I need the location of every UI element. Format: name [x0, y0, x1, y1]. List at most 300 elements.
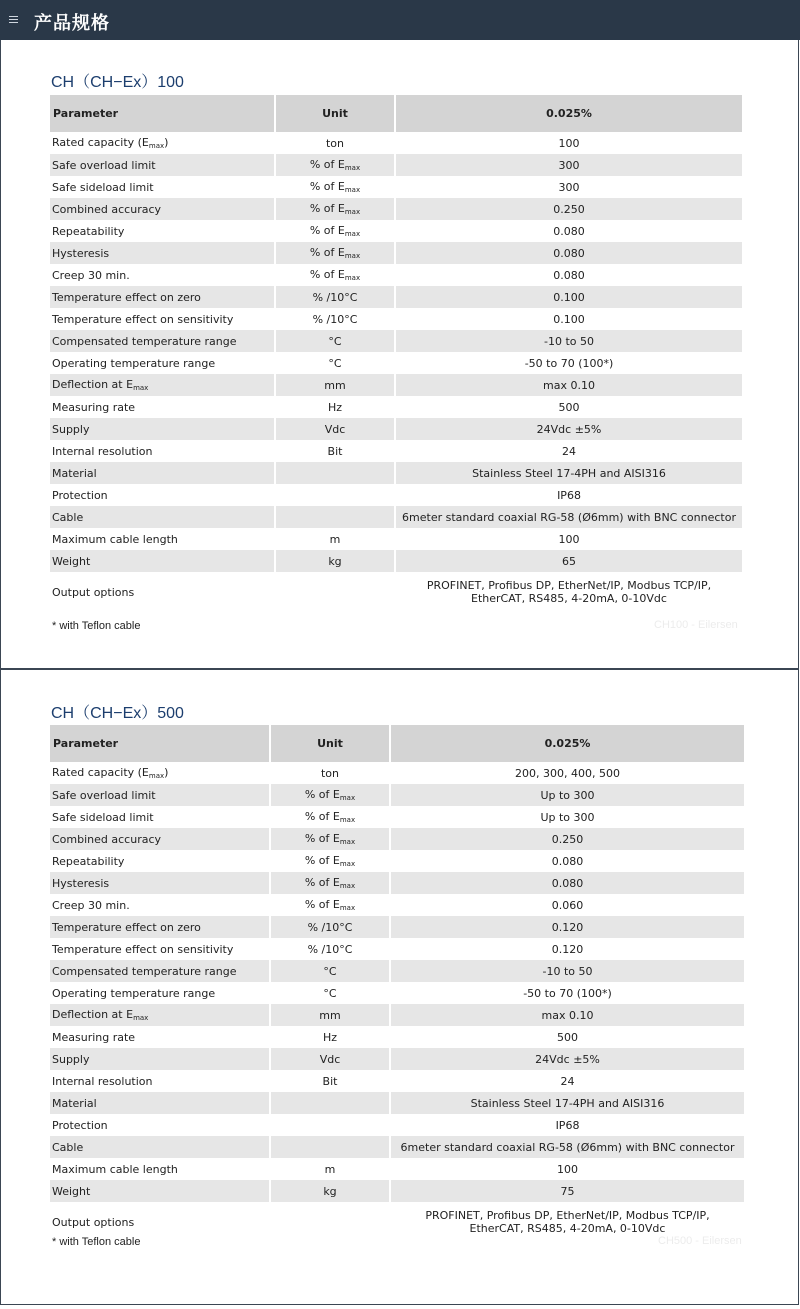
value-label: PROFINET, Profibus DP, EtherNet/IP, Modbus TCP/IP, — [425, 1209, 710, 1222]
parameter-label: Protection — [52, 488, 108, 502]
parameter-cell — [50, 872, 271, 894]
unit-label: °C — [328, 334, 342, 348]
unit-cell — [276, 374, 396, 396]
value-cell — [391, 828, 744, 850]
unit-cell — [276, 506, 396, 528]
parameter-label: Supply — [52, 1052, 90, 1066]
unit-label: °C — [323, 964, 337, 978]
parameter-cell — [50, 264, 276, 286]
value-label: 100 — [557, 1162, 578, 1176]
parameter-label: Creep 30 min. — [52, 268, 130, 282]
table-row — [50, 806, 744, 828]
table-row — [50, 198, 742, 220]
value-cell — [396, 330, 742, 352]
page-title: 产品规格 — [34, 13, 110, 34]
parameter-subscript: max — [148, 142, 165, 150]
value-label: -10 to 50 — [544, 334, 594, 348]
parameter-cell — [50, 1004, 271, 1026]
value-label: 24Vdc ±5% — [535, 1052, 600, 1066]
parameter-cell — [50, 396, 276, 418]
unit-cell — [276, 528, 396, 550]
parameter-label: Compensated temperature range — [52, 334, 237, 348]
value-label: 0.080 — [551, 876, 584, 890]
value-cell — [391, 850, 744, 872]
footnote: * with Teflon cable — [52, 620, 141, 632]
table-row — [50, 784, 744, 806]
table-row — [50, 242, 742, 264]
unit-cell — [271, 784, 391, 806]
unit-cell — [271, 916, 391, 938]
value-cell — [391, 1004, 744, 1026]
unit-cell — [276, 572, 396, 612]
value-label: 0.080 — [553, 246, 585, 260]
watermark: CH500 - Eilersen — [658, 1235, 742, 1247]
value-cell — [391, 1114, 744, 1136]
parameter-cell — [50, 506, 276, 528]
unit-cell — [276, 352, 396, 374]
table-row — [50, 872, 744, 894]
unit-label: % of E — [304, 788, 340, 801]
value-label: 24 — [560, 1074, 575, 1088]
unit-cell — [271, 960, 391, 982]
value-label: Up to 300 — [540, 810, 595, 824]
unit-subscript: max — [344, 230, 361, 238]
unit-label: % of E — [309, 202, 345, 215]
value-label: 75 — [560, 1184, 575, 1198]
value-label: -10 to 50 — [542, 964, 593, 978]
value-cell — [396, 264, 742, 286]
unit-cell — [271, 806, 391, 828]
unit-label: ton — [320, 766, 339, 780]
value-label: 0.080 — [551, 854, 584, 868]
parameter-cell — [50, 982, 271, 1004]
table-row — [50, 850, 744, 872]
table-row — [50, 828, 744, 850]
list-icon — [9, 16, 18, 25]
unit-cell — [276, 330, 396, 352]
unit-cell — [271, 850, 391, 872]
table-row — [50, 352, 742, 374]
value-cell — [391, 1180, 744, 1202]
value-cell — [391, 894, 744, 916]
parameter-label: Repeatability — [52, 224, 125, 238]
value-cell — [391, 872, 744, 894]
value-cell — [391, 982, 744, 1004]
value-label: 0.250 — [553, 202, 585, 216]
unit-subscript: max — [339, 882, 356, 890]
parameter-label: Internal resolution — [52, 1074, 153, 1088]
value-label: Stainless Steel 17-4PH and AISI316 — [472, 466, 666, 480]
value-label: 6meter standard coaxial RG-58 (Ø6mm) with BNC connector — [400, 1140, 735, 1154]
value-cell — [391, 1092, 744, 1114]
value-cell — [396, 506, 742, 528]
unit-cell — [276, 132, 396, 154]
unit-label: % of E — [309, 246, 345, 259]
spec-panel-ch100 — [0, 40, 799, 669]
unit-label: % /10°C — [312, 290, 358, 304]
value-label: 500 — [558, 400, 580, 414]
value-cell — [391, 1048, 744, 1070]
parameter-label: Maximum cable length — [52, 532, 178, 546]
unit-label: % of E — [309, 180, 345, 193]
table-row — [50, 330, 742, 352]
value-label: 6meter standard coaxial RG-58 (Ø6mm) with BNC connector — [402, 510, 736, 524]
unit-label: Bit — [322, 1074, 338, 1088]
unit-label: m — [324, 1162, 336, 1176]
unit-label: Hz — [327, 400, 343, 414]
unit-subscript: max — [344, 164, 361, 172]
unit-cell — [271, 1114, 391, 1136]
column-header-accuracy: 0.025% — [396, 95, 742, 132]
parameter-label: Operating temperature range — [52, 356, 216, 370]
table-row — [50, 550, 742, 572]
value-label: 300 — [558, 158, 580, 172]
unit-cell — [271, 1026, 391, 1048]
unit-subscript: max — [339, 816, 356, 824]
unit-subscript: max — [339, 860, 356, 868]
table-row — [50, 1202, 744, 1242]
parameter-cell — [50, 894, 271, 916]
unit-label: % of E — [304, 898, 340, 911]
unit-label: Bit — [327, 444, 343, 458]
parameter-cell — [50, 220, 276, 242]
value-cell — [396, 176, 742, 198]
parameter-label: Maximum cable length — [52, 1162, 178, 1176]
value-label: 0.080 — [553, 268, 585, 282]
parameter-cell — [50, 374, 276, 396]
parameter-label: Protection — [52, 1118, 108, 1132]
table-row — [50, 572, 742, 612]
parameter-cell — [50, 242, 276, 264]
unit-cell — [271, 762, 391, 784]
parameter-cell — [50, 1114, 271, 1136]
value-cell — [391, 916, 744, 938]
unit-label: kg — [328, 554, 342, 568]
parameter-cell — [50, 916, 271, 938]
value-cell — [391, 960, 744, 982]
parameter-cell — [50, 550, 276, 572]
value-cell — [396, 308, 742, 330]
value-label: PROFINET, Profibus DP, EtherNet/IP, Modbus TCP/IP, — [426, 579, 712, 592]
parameter-subscript: max — [133, 384, 149, 392]
unit-cell — [271, 982, 391, 1004]
parameter-cell — [50, 440, 276, 462]
value-label: 100 — [558, 136, 580, 150]
value-label: max 0.10 — [543, 378, 595, 392]
table-row — [50, 960, 744, 982]
parameter-cell — [50, 1092, 271, 1114]
unit-cell — [276, 484, 396, 506]
unit-label: kg — [323, 1184, 337, 1198]
value-label: 300 — [558, 180, 580, 194]
table-row — [50, 1158, 744, 1180]
parameter-label: Internal resolution — [52, 444, 153, 458]
unit-label: % /10°C — [307, 942, 353, 956]
value-cell — [391, 784, 744, 806]
parameter-cell — [50, 572, 276, 612]
watermark: CH100 - Eilersen — [654, 619, 738, 631]
parameter-cell — [50, 762, 271, 784]
value-label: 0.080 — [553, 224, 585, 238]
parameter-cell — [50, 198, 276, 220]
parameter-label: Measuring rate — [52, 1030, 136, 1044]
unit-label: ton — [325, 136, 344, 150]
parameter-label: Weight — [52, 1184, 91, 1198]
value-cell — [396, 198, 742, 220]
table-row — [50, 484, 742, 506]
column-header-parameter: Parameter — [50, 95, 276, 132]
value-cell — [396, 484, 742, 506]
unit-label: Hz — [322, 1030, 338, 1044]
model-title: CH（CH−Ex）500 — [51, 705, 184, 722]
unit-cell — [271, 938, 391, 960]
table-row — [50, 916, 744, 938]
value-label: 24Vdc ±5% — [536, 422, 602, 436]
parameter-suffix: ) — [164, 136, 169, 149]
parameter-label: Weight — [52, 554, 91, 568]
column-header-parameter: Parameter — [50, 725, 271, 762]
value-cell — [391, 1070, 744, 1092]
parameter-label: Temperature effect on zero — [52, 290, 201, 304]
value-label: max 0.10 — [541, 1008, 594, 1022]
unit-cell — [276, 550, 396, 572]
parameter-label: Hysteresis — [52, 246, 110, 260]
table-row — [50, 220, 742, 242]
table-row — [50, 308, 742, 330]
value-cell — [391, 1026, 744, 1048]
table-row — [50, 1092, 744, 1114]
parameter-label: Safe sideload limit — [52, 180, 154, 194]
unit-cell — [271, 1048, 391, 1070]
value-label-line2: EtherCAT, RS485, 4-20mA, 0-10Vdc — [471, 592, 667, 605]
parameter-cell — [50, 1048, 271, 1070]
value-label: 0.250 — [551, 832, 584, 846]
parameter-label: Temperature effect on zero — [52, 920, 201, 934]
value-label: 0.100 — [553, 290, 585, 304]
unit-label: % of E — [309, 268, 345, 281]
parameter-label: Output options — [52, 1215, 135, 1229]
unit-cell — [271, 1180, 391, 1202]
value-cell — [396, 286, 742, 308]
spec-panel-ch500 — [0, 669, 799, 1305]
unit-subscript: max — [344, 186, 361, 194]
value-cell — [396, 396, 742, 418]
unit-subscript: max — [344, 252, 361, 260]
unit-subscript: max — [344, 208, 361, 216]
parameter-cell — [50, 1180, 271, 1202]
parameter-label: Combined accuracy — [52, 832, 162, 846]
unit-label: Vdc — [324, 422, 346, 436]
parameter-cell — [50, 484, 276, 506]
unit-subscript: max — [339, 838, 356, 846]
unit-subscript: max — [344, 274, 361, 282]
value-cell — [391, 762, 744, 784]
parameter-label: Measuring rate — [52, 400, 136, 414]
value-cell — [391, 938, 744, 960]
parameter-label: Compensated temperature range — [52, 964, 237, 978]
parameter-cell — [50, 960, 271, 982]
unit-cell — [271, 894, 391, 916]
table-row — [50, 396, 742, 418]
value-label: 0.120 — [551, 920, 584, 934]
parameter-cell — [50, 938, 271, 960]
page-header — [0, 0, 800, 40]
unit-cell — [276, 220, 396, 242]
table-row — [50, 1004, 744, 1026]
column-header-unit: Unit — [276, 95, 396, 132]
unit-cell — [276, 176, 396, 198]
parameter-label: Rated capacity (E — [52, 136, 149, 149]
unit-label: Vdc — [319, 1052, 341, 1066]
parameter-label: Repeatability — [52, 854, 125, 868]
table-row — [50, 154, 742, 176]
value-cell — [396, 220, 742, 242]
unit-cell — [276, 396, 396, 418]
unit-label: % of E — [309, 224, 345, 237]
table-row — [50, 1114, 744, 1136]
value-label: 0.120 — [551, 942, 584, 956]
unit-cell — [271, 1158, 391, 1180]
value-label: -50 to 70 (100*) — [524, 356, 614, 370]
value-label: 0.060 — [551, 898, 584, 912]
unit-label: % of E — [304, 876, 340, 889]
parameter-label: Output options — [52, 585, 135, 599]
value-cell — [396, 440, 742, 462]
column-header-accuracy: 0.025% — [391, 725, 744, 762]
parameter-label: Safe sideload limit — [52, 810, 154, 824]
unit-label: % /10°C — [307, 920, 353, 934]
value-label-line2: EtherCAT, RS485, 4-20mA, 0-10Vdc — [469, 1222, 666, 1235]
parameter-label: Cable — [52, 510, 84, 524]
parameter-label: Cable — [52, 1140, 84, 1154]
table-row — [50, 1048, 744, 1070]
value-label: Stainless Steel 17-4PH and AISI316 — [470, 1096, 665, 1110]
parameter-label: Material — [52, 466, 97, 480]
parameter-cell — [50, 528, 276, 550]
parameter-cell — [50, 1158, 271, 1180]
value-cell — [391, 1158, 744, 1180]
unit-cell — [271, 1004, 391, 1026]
parameter-label: Material — [52, 1096, 97, 1110]
value-cell — [396, 154, 742, 176]
unit-cell — [276, 198, 396, 220]
unit-label: % of E — [304, 832, 340, 845]
value-label: 65 — [562, 554, 576, 568]
parameter-cell — [50, 132, 276, 154]
unit-cell — [276, 286, 396, 308]
unit-cell — [271, 1092, 391, 1114]
parameter-cell — [50, 154, 276, 176]
table-row — [50, 1070, 744, 1092]
value-cell — [396, 462, 742, 484]
value-cell — [396, 550, 742, 572]
value-cell — [391, 806, 744, 828]
value-cell — [391, 1136, 744, 1158]
value-cell — [396, 528, 742, 550]
parameter-cell — [50, 850, 271, 872]
table-row — [50, 176, 742, 198]
unit-label: m — [329, 532, 341, 546]
table-row — [50, 374, 742, 396]
value-label: 0.100 — [553, 312, 585, 326]
unit-cell — [271, 828, 391, 850]
parameter-cell — [50, 784, 271, 806]
value-label: 100 — [558, 532, 580, 546]
parameter-cell — [50, 1070, 271, 1092]
value-label: -50 to 70 (100*) — [523, 986, 612, 1000]
unit-label: % /10°C — [312, 312, 358, 326]
value-cell — [396, 418, 742, 440]
value-cell — [396, 242, 742, 264]
value-label: IP68 — [557, 488, 581, 502]
table-row — [50, 462, 742, 484]
unit-cell — [276, 418, 396, 440]
unit-label: % of E — [304, 810, 340, 823]
value-cell — [396, 572, 742, 612]
parameter-cell — [50, 1026, 271, 1048]
table-row — [50, 938, 744, 960]
parameter-label: Deflection at E — [52, 1008, 134, 1021]
spec-table — [50, 725, 744, 1242]
parameter-label: Hysteresis — [52, 876, 110, 890]
footnote: * with Teflon cable — [52, 1236, 141, 1248]
table-row — [50, 894, 744, 916]
parameter-cell — [50, 286, 276, 308]
unit-cell — [271, 1136, 391, 1158]
unit-label: °C — [328, 356, 342, 370]
value-cell — [396, 374, 742, 396]
unit-cell — [276, 308, 396, 330]
unit-cell — [271, 1202, 391, 1242]
value-label: 200, 300, 400, 500 — [515, 766, 620, 780]
parameter-label: Safe overload limit — [52, 158, 156, 172]
table-row — [50, 1180, 744, 1202]
parameter-label: Temperature effect on sensitivity — [52, 942, 234, 956]
parameter-label: Temperature effect on sensitivity — [52, 312, 234, 326]
table-row — [50, 1136, 744, 1158]
parameter-cell — [50, 462, 276, 484]
parameter-cell — [50, 352, 276, 374]
value-label: IP68 — [555, 1118, 580, 1132]
unit-label: mm — [324, 378, 346, 392]
table-row — [50, 264, 742, 286]
table-row — [50, 440, 742, 462]
table-row — [50, 286, 742, 308]
value-label: 500 — [557, 1030, 578, 1044]
table-row — [50, 528, 742, 550]
parameter-cell — [50, 806, 271, 828]
table-row — [50, 762, 744, 784]
unit-subscript: max — [339, 904, 356, 912]
parameter-label: Supply — [52, 422, 90, 436]
parameter-cell — [50, 828, 271, 850]
unit-cell — [276, 440, 396, 462]
value-cell — [396, 352, 742, 374]
table-row — [50, 506, 742, 528]
parameter-label: Rated capacity (E — [52, 766, 149, 779]
parameter-label: Deflection at E — [52, 378, 134, 391]
parameter-cell — [50, 418, 276, 440]
parameter-label: Creep 30 min. — [52, 898, 130, 912]
unit-label: °C — [323, 986, 337, 1000]
table-row — [50, 1026, 744, 1048]
parameter-cell — [50, 330, 276, 352]
parameter-suffix: ) — [164, 766, 169, 779]
parameter-label: Operating temperature range — [52, 986, 216, 1000]
table-row — [50, 418, 742, 440]
column-header-unit: Unit — [271, 725, 391, 762]
unit-subscript: max — [339, 794, 356, 802]
